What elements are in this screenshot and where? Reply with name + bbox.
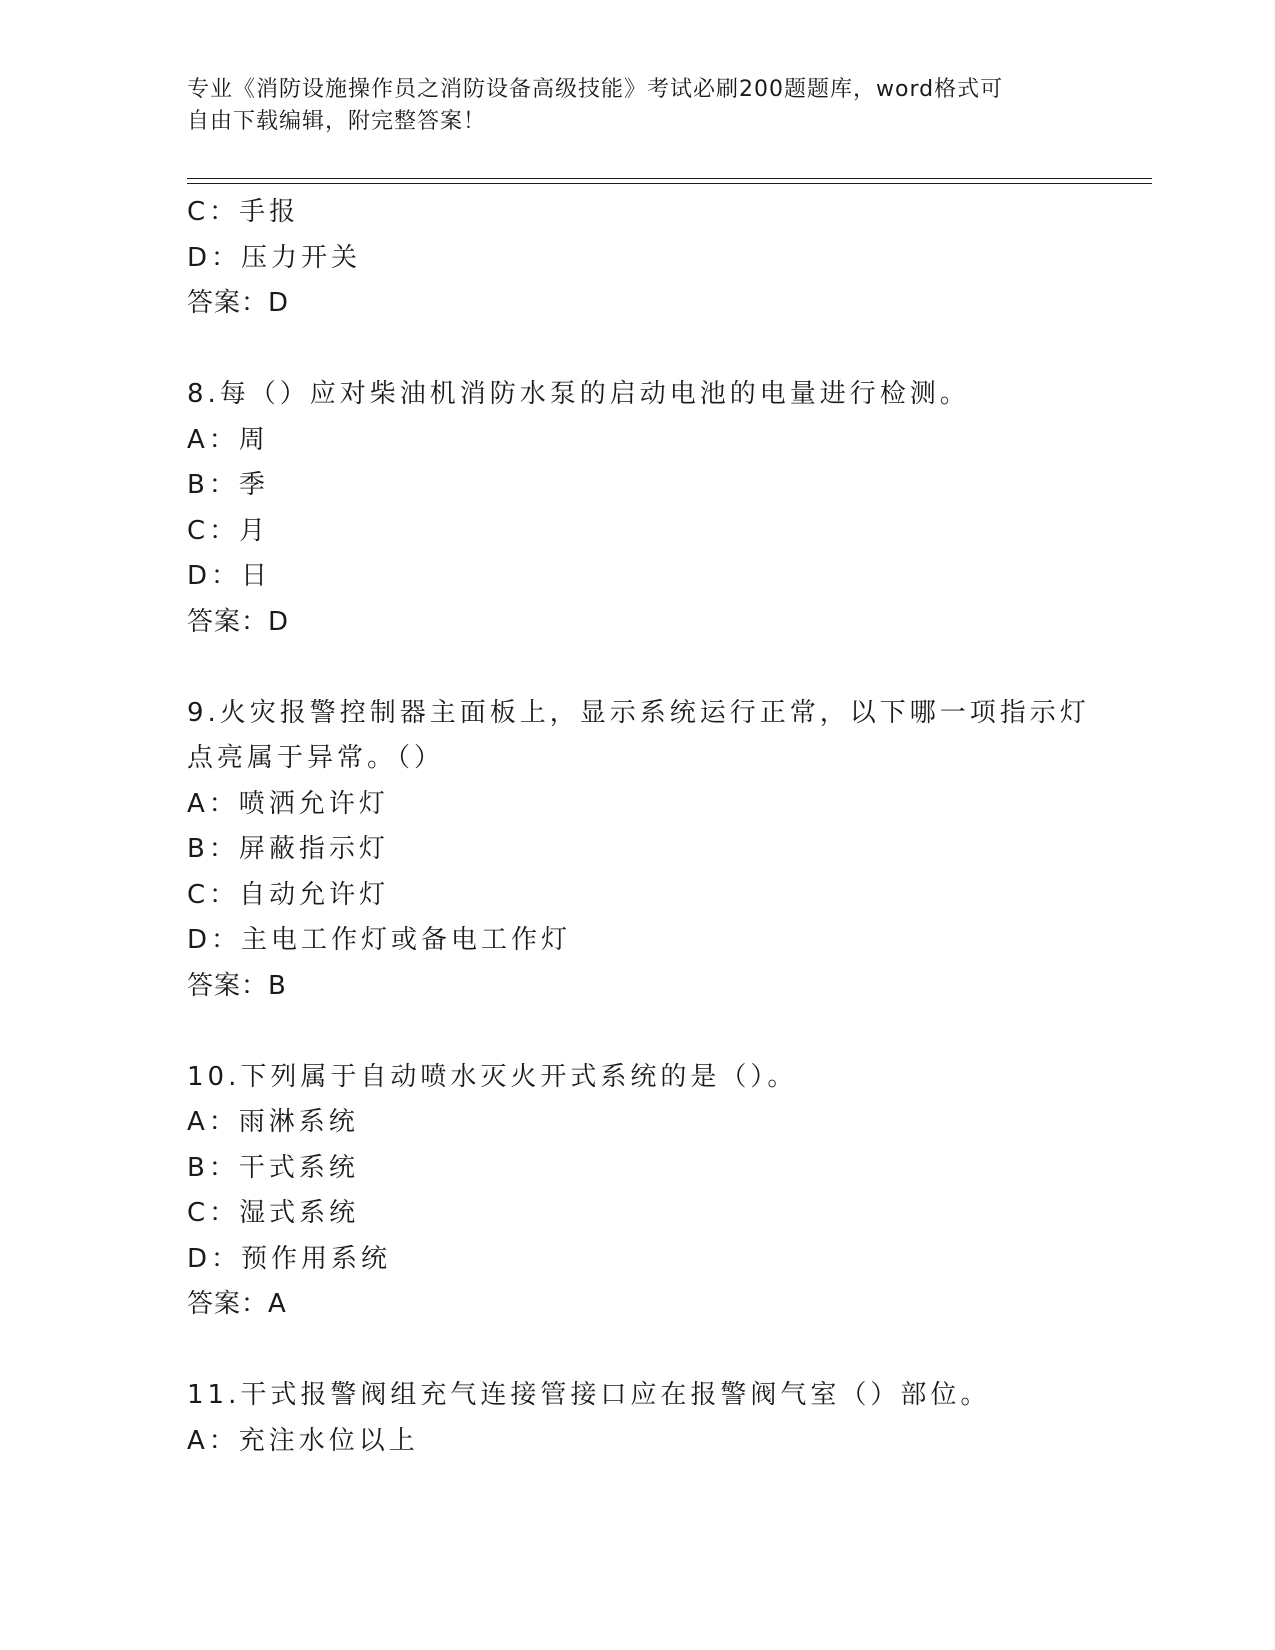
option-c: C：湿式系统 xyxy=(187,1198,360,1228)
answer: 答案：D xyxy=(187,606,290,637)
spacer xyxy=(187,645,1087,691)
option-b: B：干式系统 xyxy=(187,1152,359,1183)
option-a: A：周 xyxy=(187,424,269,455)
option-b: B：屏蔽指示灯 xyxy=(187,834,389,864)
answer: 答案：A xyxy=(187,1289,287,1319)
option-c: C：自动允许灯 xyxy=(187,879,390,910)
option-d: D：预作用系统 xyxy=(187,1243,392,1274)
answer: 答案：B xyxy=(187,970,287,1001)
option-a: A：雨淋系统 xyxy=(187,1107,359,1137)
question-7-tail xyxy=(187,190,1087,327)
question-stem-line-1: 9.火灾报警控制器主面板上，显示系统运行正常，以下哪一项指示灯 xyxy=(187,697,1090,728)
option-d: D：主电工作灯或备电工作灯 xyxy=(187,925,572,955)
question-stem: 11.干式报警阀组充气连接管接口应在报警阀气室（）部位。 xyxy=(187,1380,991,1410)
option-d: D：压力开关 xyxy=(187,242,362,273)
header-line-2: 自由下载编辑，附完整答案！ xyxy=(187,109,487,134)
question-10 xyxy=(187,1055,1087,1328)
question-list xyxy=(187,190,1090,1464)
answer: 答案：D xyxy=(187,288,290,318)
option-d: D：日 xyxy=(187,561,272,591)
document-header xyxy=(187,74,1087,138)
header-divider-bottom xyxy=(187,183,1152,184)
spacer xyxy=(187,327,1087,373)
question-stem: 8.每（）应对柴油机消防水泵的启动电池的电量进行检测。 xyxy=(187,379,970,409)
question-11 xyxy=(187,1373,1087,1464)
spacer xyxy=(187,1009,1087,1055)
spacer xyxy=(187,1328,1087,1374)
question-stem-line-2: 点亮属于异常。（） xyxy=(187,743,445,773)
option-b: B：季 xyxy=(187,470,269,500)
question-stem: 10.下列属于自动喷水灭火开式系统的是（）。 xyxy=(187,1061,798,1092)
option-c: C：手报 xyxy=(187,197,300,227)
option-a: A：喷洒允许灯 xyxy=(187,788,389,819)
option-c: C：月 xyxy=(187,515,270,546)
question-9 xyxy=(187,691,1090,1010)
header-divider-top xyxy=(187,178,1152,179)
question-8 xyxy=(187,372,1087,645)
option-a: A：充注水位以上 xyxy=(187,1425,419,1456)
header-line-1: 专业《消防设施操作员之消防设备高级技能》考试必刷200题题库，word格式可 xyxy=(187,77,1004,102)
